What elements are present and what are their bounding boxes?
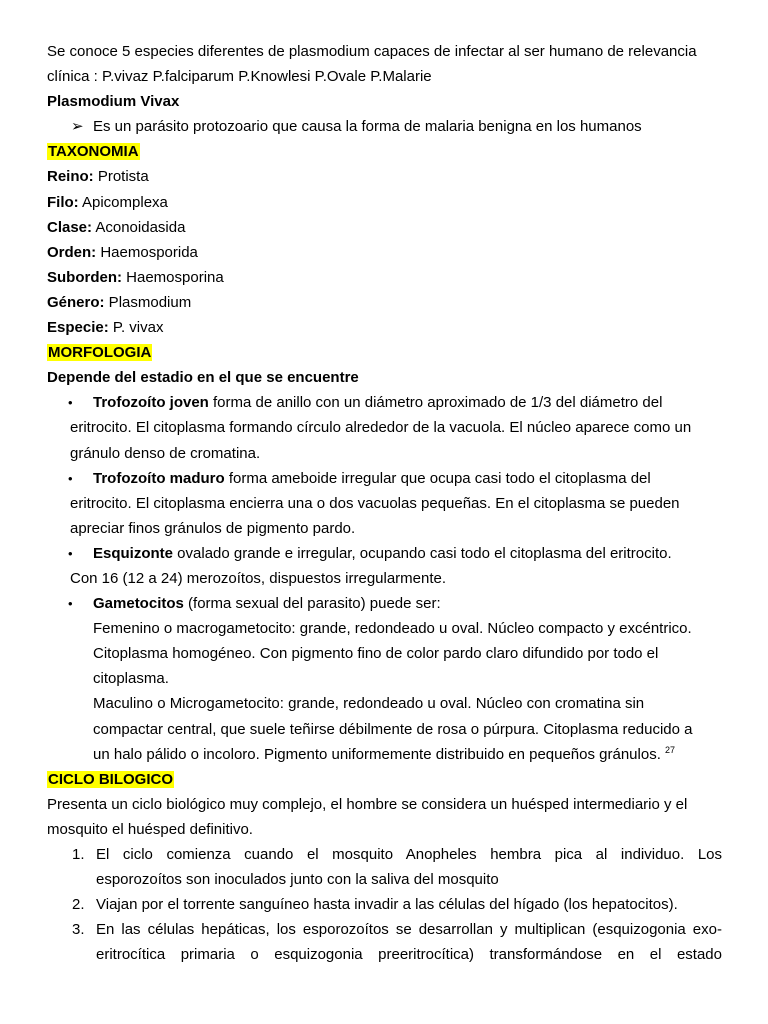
taxonomy-row xyxy=(47,315,722,340)
bullet-icon: • xyxy=(68,596,73,612)
taxonomy-row xyxy=(47,190,722,215)
taxonomy-label: Clase: xyxy=(47,218,93,236)
taxonomy-value: Plasmodium xyxy=(104,293,192,311)
step-line: En las células hepáticas, los esporozoítos se desarrollan y multiplican (esquizogonia exo- xyxy=(96,921,722,939)
morphology-item-gametocitos xyxy=(47,591,722,616)
arrow-item-text: Es un parásito protozoario que causa la forma de malaria benigna en los humanos xyxy=(93,118,642,136)
taxonomy-value: Haemosporina xyxy=(122,268,224,286)
morphology-line xyxy=(93,390,722,415)
morphology-line: citoplasma. xyxy=(93,670,169,688)
morphology-line: Femenino o macrogametocito: grande, redondeado u oval. Núcleo compacto y excéntrico. xyxy=(93,620,692,638)
morphology-text: un halo pálido o incoloro. Pigmento uniformemente distribuido en pequeños gránulos. xyxy=(93,745,661,763)
footnote-ref[interactable]: 27 xyxy=(665,744,676,755)
morphology-text: forma ameboide irregular que ocupa casi todo el citoplasma del xyxy=(224,469,651,487)
taxonomy-label: Reino: xyxy=(47,168,94,186)
morphology-term: Trofozoíto joven xyxy=(93,394,209,412)
taxonomy-row xyxy=(47,240,722,265)
bullet-icon: • xyxy=(68,545,73,561)
morphology-line xyxy=(93,466,722,491)
ciclo-heading: CICLO BILOGICO xyxy=(48,770,173,788)
step-number: 2. xyxy=(72,896,85,914)
morfologia-heading: MORFOLOGIA xyxy=(48,344,152,362)
taxonomy-label: Especie: xyxy=(47,319,109,337)
taxonomia-heading-line xyxy=(47,139,722,164)
taxonomy-value: Aconoidasida xyxy=(92,218,186,236)
bullet-icon: • xyxy=(68,470,73,486)
morfologia-subheading: Depende del estadio en el que se encuentre xyxy=(47,369,359,387)
taxonomy-list xyxy=(47,164,722,340)
step-number: 1. xyxy=(72,846,85,863)
morphology-term: Esquizonte xyxy=(93,544,174,562)
bullet-icon: • xyxy=(68,395,73,411)
morphology-line: compactar central, que suele teñirse débilmente de rosa o púrpura. Citoplasma reducido a xyxy=(93,720,693,738)
taxonomy-label: Suborden: xyxy=(47,268,122,286)
morfologia-heading-line xyxy=(47,340,722,365)
morphology-line: gránulo denso de cromatina. xyxy=(70,444,261,462)
taxonomy-value: Apicomplexa xyxy=(78,193,168,211)
heading-plasmodium-vivax: Plasmodium Vivax xyxy=(47,93,180,111)
ciclo-step xyxy=(47,892,722,917)
ciclo-step xyxy=(47,842,722,892)
ciclo-heading-line xyxy=(47,767,722,792)
arrow-list-item xyxy=(47,114,722,139)
morphology-line xyxy=(93,541,722,566)
step-number: 3. xyxy=(72,921,85,939)
morphology-continuation: Con 16 (12 a 24) merozoítos, dispuestos irregularmente. xyxy=(70,569,447,587)
morphology-line: Maculino o Microgametocito: grande, redondeado u oval. Núcleo con cromatina sin xyxy=(93,695,645,713)
taxonomy-value: P. vivax xyxy=(108,319,164,337)
morphology-text: forma de anillo con un diámetro aproximado de 1/3 del diámetro del xyxy=(208,394,663,412)
taxonomy-value: Protista xyxy=(93,168,149,186)
ciclo-intro-line: mosquito el huésped definitivo. xyxy=(47,820,253,838)
step-line: Viajan por el torrente sanguíneo hasta invadir a las células del hígado (los hepatocitos). xyxy=(96,896,678,914)
taxonomy-row xyxy=(47,265,722,290)
morphology-term: Trofozoíto maduro xyxy=(93,469,225,487)
morphology-text: (forma sexual del parasito) puede ser: xyxy=(183,595,441,613)
intro-line-1: Se conoce 5 especies diferentes de plasmodium capaces de infectar al ser humano de relevancia xyxy=(47,43,697,60)
taxonomy-row xyxy=(47,215,722,240)
step-line: esporozoítos son inoculados junto con la saliva del mosquito xyxy=(96,871,499,889)
taxonomy-row xyxy=(47,290,722,315)
morphology-term: Gametocitos xyxy=(93,595,184,613)
taxonomy-label: Orden: xyxy=(47,243,97,261)
morphology-line xyxy=(93,591,722,616)
taxonomy-row xyxy=(47,164,722,189)
morphology-line: apreciar finos gránulos de pigmento pardo. xyxy=(70,519,356,537)
morphology-item-trofozoito-maduro xyxy=(47,466,722,491)
arrow-bullet-icon: ➢ xyxy=(71,118,84,136)
intro-line-2: clínica : P.vivaz P.falciparum P.Knowlesi P.Ovale P.Malarie xyxy=(47,68,432,86)
ciclo-intro-line: Presenta un ciclo biológico muy complejo, el hombre se considera un huésped intermediario y el xyxy=(47,795,688,813)
taxonomy-value: Haemosporida xyxy=(96,243,198,261)
taxonomy-label: Filo: xyxy=(47,193,79,211)
morphology-line: Citoplasma homogéneo. Con pigmento fino de color pardo claro difundido por todo el xyxy=(93,645,659,663)
morphology-line: eritrocito. El citoplasma encierra una o dos vacuolas pequeñas. En el citoplasma se pueden xyxy=(70,494,680,512)
step-line: eritrocítica primaria o esquizogonia preeritrocítica) transformándose en el estado xyxy=(96,946,722,964)
morphology-text: ovalado grande e irregular, ocupando casi todo el citoplasma del eritrocito. xyxy=(173,544,672,562)
morphology-item-esquizonte xyxy=(47,541,722,566)
taxonomia-heading: TAXONOMIA xyxy=(48,143,139,161)
morphology-item-trofozoito-joven xyxy=(47,390,722,415)
taxonomy-label: Género: xyxy=(47,293,105,311)
morphology-line xyxy=(47,742,722,767)
step-line: El ciclo comienza cuando el mosquito Anopheles hembra pica al individuo. Los xyxy=(96,846,722,863)
ciclo-step xyxy=(47,917,722,967)
morphology-line: eritrocito. El citoplasma formando círculo alrededor de la vacuola. El núcleo aparece como un xyxy=(70,419,692,437)
